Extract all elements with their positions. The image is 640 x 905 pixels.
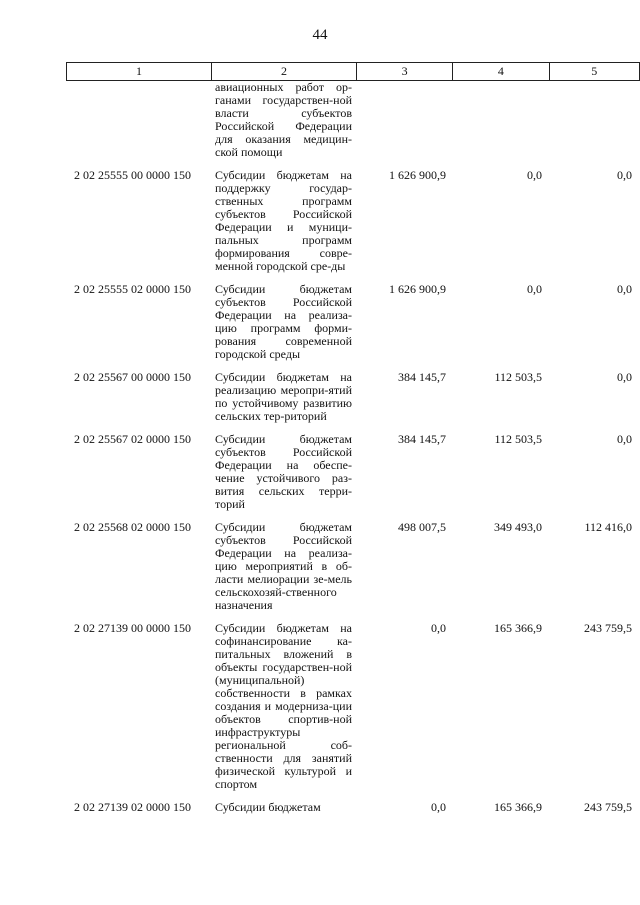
table-row <box>66 159 638 273</box>
value-col3: 0,0 <box>431 621 446 635</box>
budget-item-name: авиационных работ ор-ганами государствен-ной власти субъектов Российской Федерации для оказания медицин-ской помощи <box>215 80 352 159</box>
column-header-3: 3 <box>356 63 452 81</box>
budget-item-name: Субсидии бюджетам субъектов Российской Федерации на обеспе-чение устойчивого раз-вития сельских терри-торий <box>215 432 352 511</box>
column-header-1: 1 <box>67 63 212 81</box>
value-col5: 243 759,5 <box>584 621 632 635</box>
value-col4 <box>452 81 548 159</box>
budget-table <box>66 81 638 814</box>
value-col5: 0,0 <box>617 370 632 384</box>
value-col3 <box>356 81 452 159</box>
column-header-row <box>67 63 640 81</box>
table-row <box>66 81 638 159</box>
budget-code: 2 02 25567 02 0000 150 <box>74 432 191 446</box>
table-row <box>66 423 638 511</box>
value-col3: 384 145,7 <box>398 432 446 446</box>
table-row <box>66 791 638 814</box>
column-header-4: 4 <box>453 63 549 81</box>
value-col5: 0,0 <box>617 432 632 446</box>
value-col4: 165 366,9 <box>494 800 542 814</box>
budget-code: 2 02 25555 02 0000 150 <box>74 282 191 296</box>
column-header-5: 5 <box>549 63 639 81</box>
value-col5: 112 416,0 <box>584 520 632 534</box>
value-col4: 112 503,5 <box>494 370 542 384</box>
value-col5 <box>548 81 638 159</box>
value-col4: 112 503,5 <box>494 432 542 446</box>
budget-code <box>66 81 211 159</box>
budget-item-name: Субсидии бюджетам субъектов Российской Федерации на реализа-цию мероприятий в об-ласти мелиорации зе-мель сельскохозяй-ственного назначения <box>215 520 352 612</box>
budget-code: 2 02 25555 00 0000 150 <box>74 168 191 182</box>
value-col4: 165 366,9 <box>494 621 542 635</box>
table-row <box>66 273 638 361</box>
value-col5: 0,0 <box>617 168 632 182</box>
value-col4: 349 493,0 <box>494 520 542 534</box>
value-col3: 0,0 <box>431 800 446 814</box>
table-row <box>66 361 638 423</box>
column-header-table <box>66 62 640 81</box>
value-col5: 0,0 <box>617 282 632 296</box>
budget-code: 2 02 27139 00 0000 150 <box>74 621 191 635</box>
budget-item-name: Субсидии бюджетам на реализацию меропри-ятий по устойчивому развитию сельских тер-риторий <box>215 370 352 423</box>
value-col3: 498 007,5 <box>398 520 446 534</box>
budget-item-name: Субсидии бюджетам <box>215 800 321 814</box>
column-header-2: 2 <box>211 63 356 81</box>
value-col4: 0,0 <box>527 168 542 182</box>
value-col3: 384 145,7 <box>398 370 446 384</box>
value-col3: 1 626 900,9 <box>389 282 446 296</box>
page-number: 44 <box>312 27 328 43</box>
budget-item-name: Субсидии бюджетам субъектов Российской Федерации на реализа-цию программ форми-рования современной городской среды <box>215 282 352 361</box>
budget-code: 2 02 27139 02 0000 150 <box>74 800 191 814</box>
budget-code: 2 02 25568 02 0000 150 <box>74 520 191 534</box>
value-col3: 1 626 900,9 <box>389 168 446 182</box>
value-col4: 0,0 <box>527 282 542 296</box>
budget-code: 2 02 25567 00 0000 150 <box>74 370 191 384</box>
table-row <box>66 511 638 612</box>
budget-item-name: Субсидии бюджетам на поддержку государ-ственных программ субъектов Российской Федерации и муници-пальных программ формирования совре-менной городской сре-ды <box>215 168 352 273</box>
budget-item-name: Субсидии бюджетам на софинансирование ка-питальных вложений в объекты государствен-ной (муниципальной) собственности в рамках создания и модерниза-ции объектов спортив-ной инфраструктуры региональной соб-ственности для занятий физической культурой и спортом <box>215 621 352 791</box>
value-col5: 243 759,5 <box>584 800 632 814</box>
table-row <box>66 612 638 791</box>
